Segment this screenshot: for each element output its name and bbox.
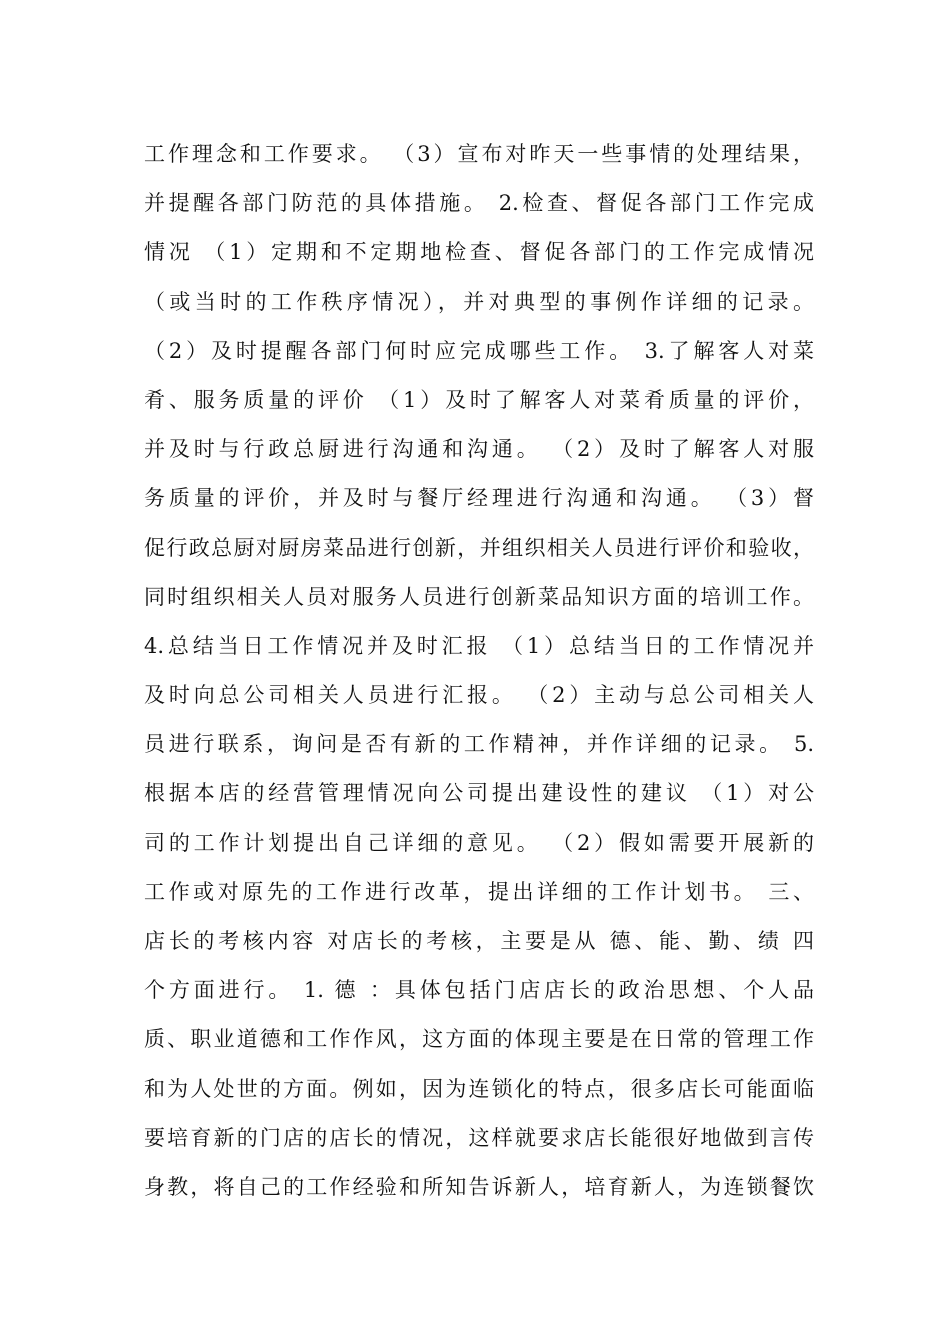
- text-line: 店长的考核内容 对店长的考核，主要是从 德、能、勤、绩 四: [144, 929, 814, 953]
- text-line: 4.总结当日工作情况并及时汇报 （1）总结当日的工作情况并: [144, 633, 814, 658]
- text-line: 同时组织相关人员对服务人员进行创新菜品知识方面的培训工作。: [144, 584, 814, 609]
- text-line: 个方面进行。 1. 德 ：具体包括门店店长的政治思想、个人品: [144, 978, 814, 1003]
- text-line: 工作或对原先的工作进行改革，提出详细的工作计划书。 三、: [144, 879, 814, 904]
- text-line: （或当时的工作秩序情况），并对典型的事例作详细的记录。: [144, 289, 814, 314]
- text-line: 并及时与行政总厨进行沟通和沟通。 （2）及时了解客人对服: [144, 437, 814, 462]
- body-text: [144, 130, 814, 1212]
- text-line: 并提醒各部门防范的具体措施。 2.检查、督促各部门工作完成: [144, 191, 814, 216]
- text-line: 根据本店的经营管理情况向公司提出建设性的建议 （1）对公: [144, 781, 814, 806]
- text-line: 及时向总公司相关人员进行汇报。 （2）主动与总公司相关人: [144, 683, 814, 708]
- text-line: 促行政总厨对厨房菜品进行创新，并组织相关人员进行评价和验收，: [144, 535, 814, 560]
- text-line: 务质量的评价，并及时与餐厅经理进行沟通和沟通。 （3）督: [144, 486, 814, 511]
- text-line: 质、职业道德和工作作风，这方面的体现主要是在日常的管理工作: [144, 1027, 814, 1052]
- text-line: 工作理念和工作要求。 （3）宣布对昨天一些事情的处理结果，: [144, 142, 814, 166]
- text-line: 要培育新的门店的店长的情况，这样就要求店长能很好地做到言传: [144, 1125, 814, 1150]
- text-line: 司的工作计划提出自己详细的意见。 （2）假如需要开展新的: [144, 830, 814, 855]
- text-line: 身教，将自己的工作经验和所知告诉新人，培育新人，为连锁餐饮: [144, 1174, 814, 1199]
- text-line: 肴、服务质量的评价 （1）及时了解客人对菜肴质量的评价，: [144, 387, 814, 412]
- text-line: 员进行联系，询问是否有新的工作精神，并作详细的记录。 5.: [144, 732, 814, 757]
- text-line: （2）及时提醒各部门何时应完成哪些工作。 3.了解客人对菜: [144, 338, 814, 363]
- text-line: 和为人处世的方面。例如，因为连锁化的特点，很多店长可能面临: [144, 1076, 814, 1101]
- text-line: 情况 （1）定期和不定期地检查、督促各部门的工作完成情况: [144, 240, 814, 265]
